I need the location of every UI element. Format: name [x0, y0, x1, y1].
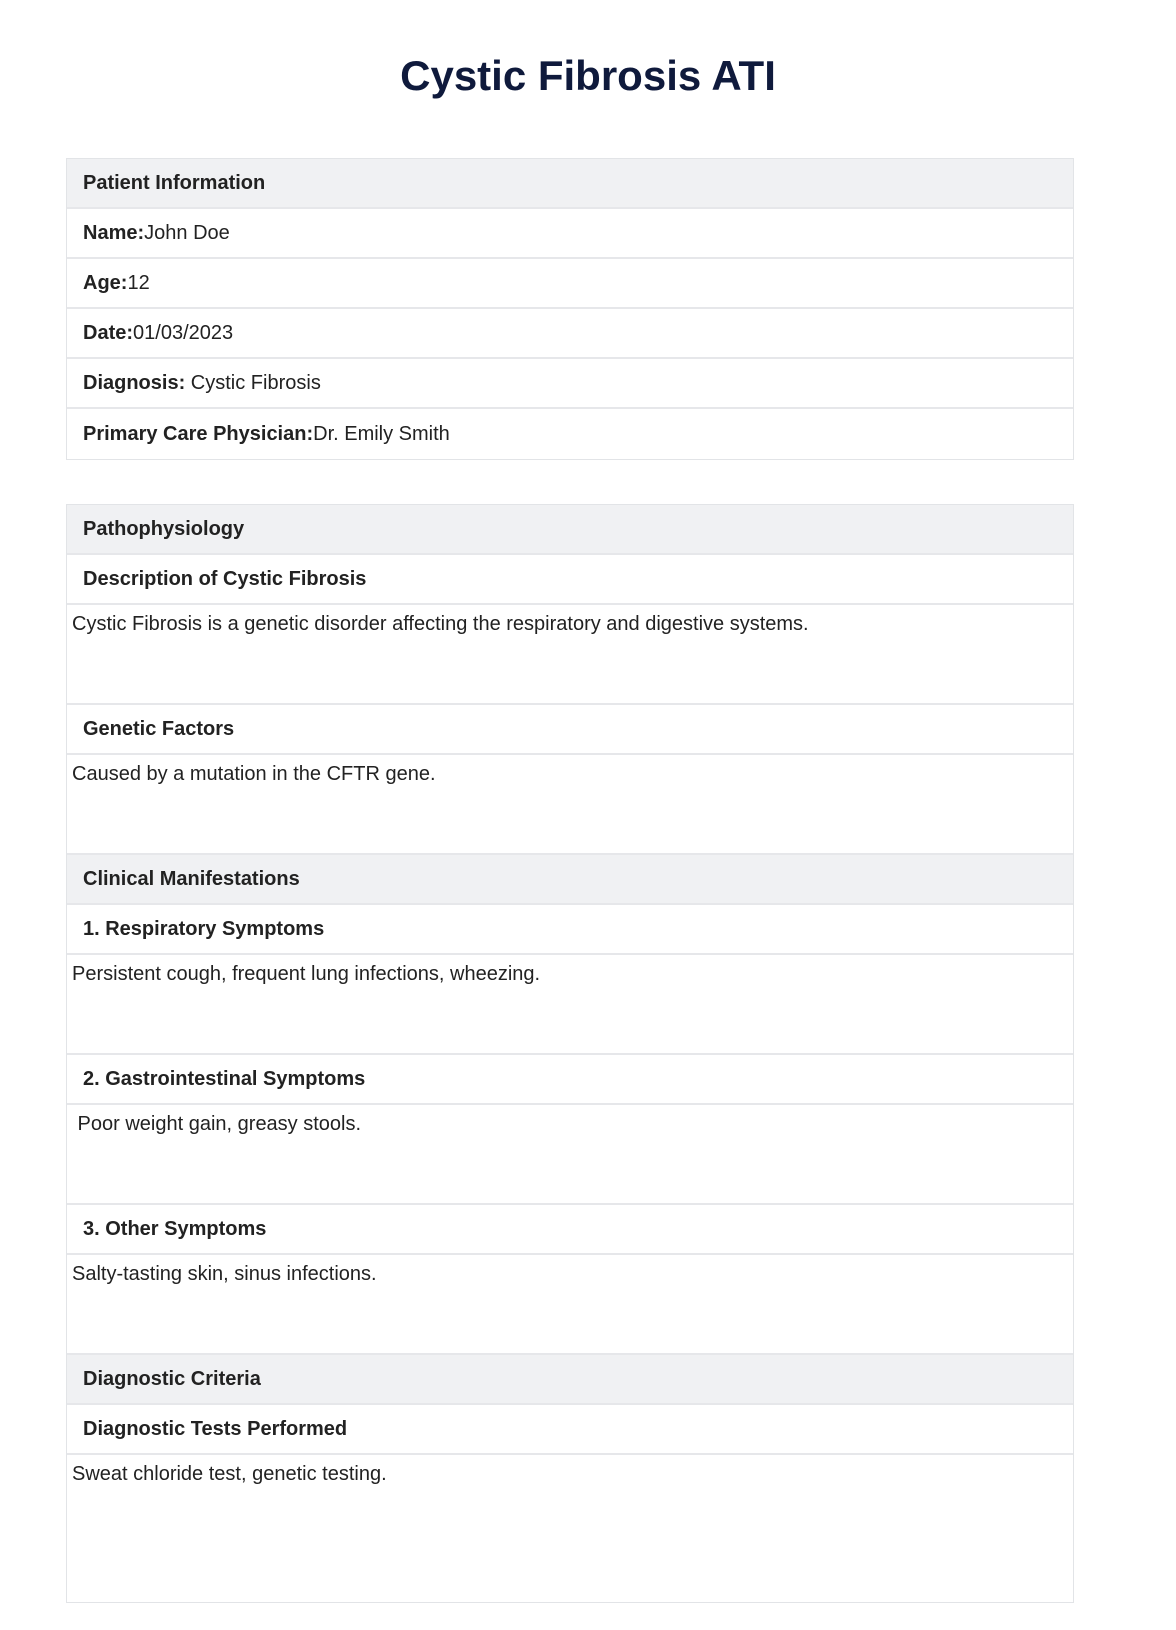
patient-information-header: Patient Information — [67, 159, 1073, 209]
respiratory-text: Persistent cough, frequent lung infections, wheezing. — [67, 955, 1073, 1055]
genetic-factors-heading: Genetic Factors — [67, 705, 1073, 755]
pathophysiology-header: Pathophysiology — [67, 505, 1073, 555]
other-symptoms-heading: 3. Other Symptoms — [67, 1205, 1073, 1255]
clinical-manifestations-header: Clinical Manifestations — [67, 855, 1073, 905]
field-value: John Doe — [144, 221, 230, 244]
diagnostic-tests-heading: Diagnostic Tests Performed — [67, 1405, 1073, 1455]
gastrointestinal-text: Poor weight gain, greasy stools. — [67, 1105, 1073, 1205]
field-label: Diagnosis: — [83, 371, 186, 394]
field-value: Dr. Emily Smith — [313, 422, 450, 445]
description-text: Cystic Fibrosis is a genetic disorder affecting the respiratory and digestive systems. — [67, 605, 1073, 705]
patient-information-table — [66, 158, 1074, 460]
clinical-table — [66, 504, 1074, 1603]
field-value: 01/03/2023 — [133, 321, 234, 344]
diagnosis-row — [67, 359, 1073, 409]
respiratory-heading: 1. Respiratory Symptoms — [67, 905, 1073, 955]
name-row — [67, 209, 1073, 259]
field-value: Cystic Fibrosis — [185, 371, 321, 394]
field-label: Name: — [83, 221, 145, 244]
genetic-factors-text: Caused by a mutation in the CFTR gene. — [67, 755, 1073, 855]
field-label: Date: — [83, 321, 134, 344]
diagnostic-tests-text: Sweat chloride test, genetic testing. — [72, 1463, 387, 1485]
field-label: Age: — [83, 271, 128, 294]
gastrointestinal-heading: 2. Gastrointestinal Symptoms — [67, 1055, 1073, 1105]
field-label: Primary Care Physician: — [83, 422, 314, 445]
page-title: Cystic Fibrosis ATI — [400, 52, 776, 99]
physician-row — [67, 409, 1073, 459]
diagnostic-criteria-header: Diagnostic Criteria — [67, 1355, 1073, 1405]
field-value: 12 — [127, 271, 150, 294]
age-row — [67, 259, 1073, 309]
other-symptoms-text: Salty-tasting skin, sinus infections. — [67, 1255, 1073, 1355]
date-row — [67, 309, 1073, 359]
description-heading: Description of Cystic Fibrosis — [67, 555, 1073, 605]
